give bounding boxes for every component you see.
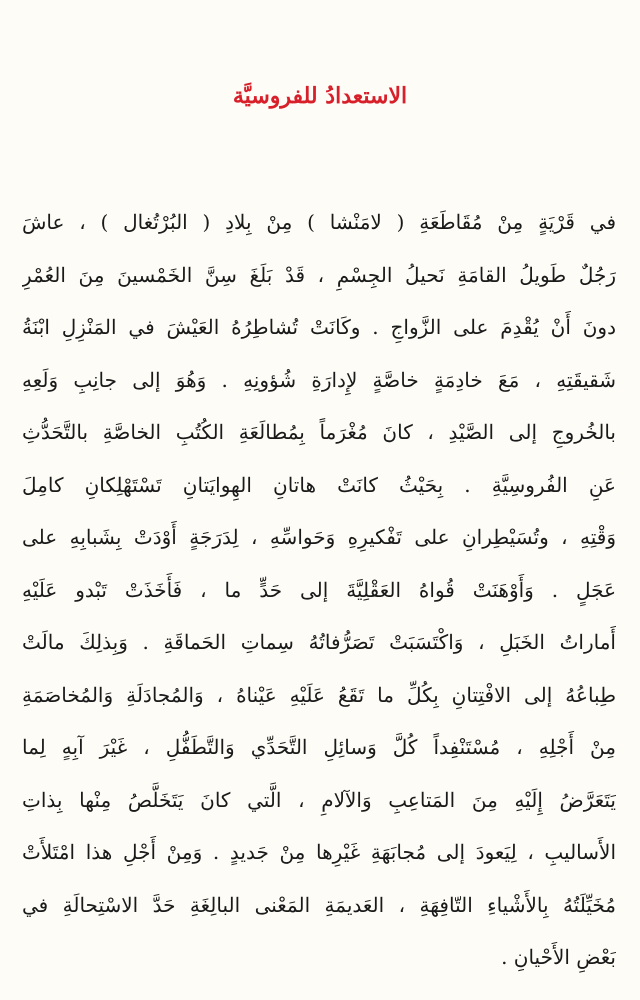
text-line: شَقيقَتِهِ ، مَعَ خادِمَةٍ خاصَّةٍ لإِدارَةِ شُؤونِهِ . وَهُوَ إلى جانِبِ وَلَعِهِ [22, 367, 616, 392]
chapter-title: الاستعدادُ للفروسيَّة [232, 83, 408, 109]
text-line: عَجَلٍ . وَأَوْهَنَتْ قُواهُ العَقْلِيَّةَ إلى حَدٍّ ما ، فَأَخَذَتْ تَبْدو عَلَيْهِ [22, 577, 616, 602]
text-line: في قَرْيَةٍ مِنْ مُقَاطَعَةِ ( لامَنْشا ) مِنْ بِلادِ ( البُرْتُغال ) ، عاشَ [22, 210, 616, 234]
text-line: عَنِ الفُروسِيَّةِ . بِحَيْثُ كانَتْ هاتانِ الهِوايَتانِ تَسْتَهْلِكانِ كامِلَ [22, 472, 616, 497]
text-line: وَقْتِهِ ، وتُسَيْطِرانِ على تَفْكيرِهِ وَحَواسِّهِ ، لِدَرَجَةٍ أَوْدَتْ بِشَبابِهِ على [22, 525, 616, 549]
body-paragraph [22, 196, 616, 984]
text-line: مُخَيِّلَتُهُ بِالأَشْياءِ التّافِهَةِ ، العَديمَةِ المَعْنى البالِغَةِ حَدَّ الاسْتِحالَةِ في [22, 892, 616, 917]
text-line: بالخُروجِ إلى الصَّيْدِ ، كانَ مُغْرَماً بِمُطالَعَةِ الكُتُبِ الخاصَّةِ بالتَّحَدُّثِ [22, 420, 616, 444]
text-line: رَجُلٌ طَويلُ القامَةِ نَحيلُ الجِسْمِ ، قَدْ بَلَغَ سِنَّ الخَمْسينَ مِنَ العُمْرِ [22, 262, 616, 287]
text-line: مِنْ أَجْلِهِ ، مُسْتَنْفِداً كُلَّ وَسائِلِ التَّحَدِّي وَالتَّطَفُّلِ ، غَيْرَ آبِهٍ لِما [22, 735, 616, 759]
text-line: أَماراتُ الخَبَلِ ، وَاكْتَسَبَتْ تَصَرُّفاتُهُ سِماتِ الحَماقَةِ . وَبِذلِكَ مالَتْ [22, 630, 616, 654]
text-line: دونَ أَنْ يُقْدِمَ على الزَّواجِ . وكَانَتْ تُشاطِرُهُ العَيْشَ في المَنْزِلِ ابْنَةُ [22, 315, 616, 339]
text-line-final: بَعْضِ الأَحْيانِ . [501, 945, 616, 969]
text-line: يَتَعَرَّضُ إِلَيْهِ مِنَ المَتاعِبِ وَالآلامِ ، الَّتي كانَ يَتَخَلَّصُ مِنْها بِذاتِ [22, 787, 616, 812]
text-line: طِباعُهُ إلى الافْتِتانِ بِكُلِّ ما تَقَعُ عَلَيْهِ عَيْناهُ ، وَالمُجادَلَةِ وَالمُخاصَمَةِ [22, 682, 616, 707]
text-line: الأَساليبِ ، لِيَعودَ إلى مُجابَهَةِ غَيْرِها مِنْ جَديدٍ . وَمِنْ أَجْلِ هذا امْتَلأَتْ [22, 840, 616, 864]
